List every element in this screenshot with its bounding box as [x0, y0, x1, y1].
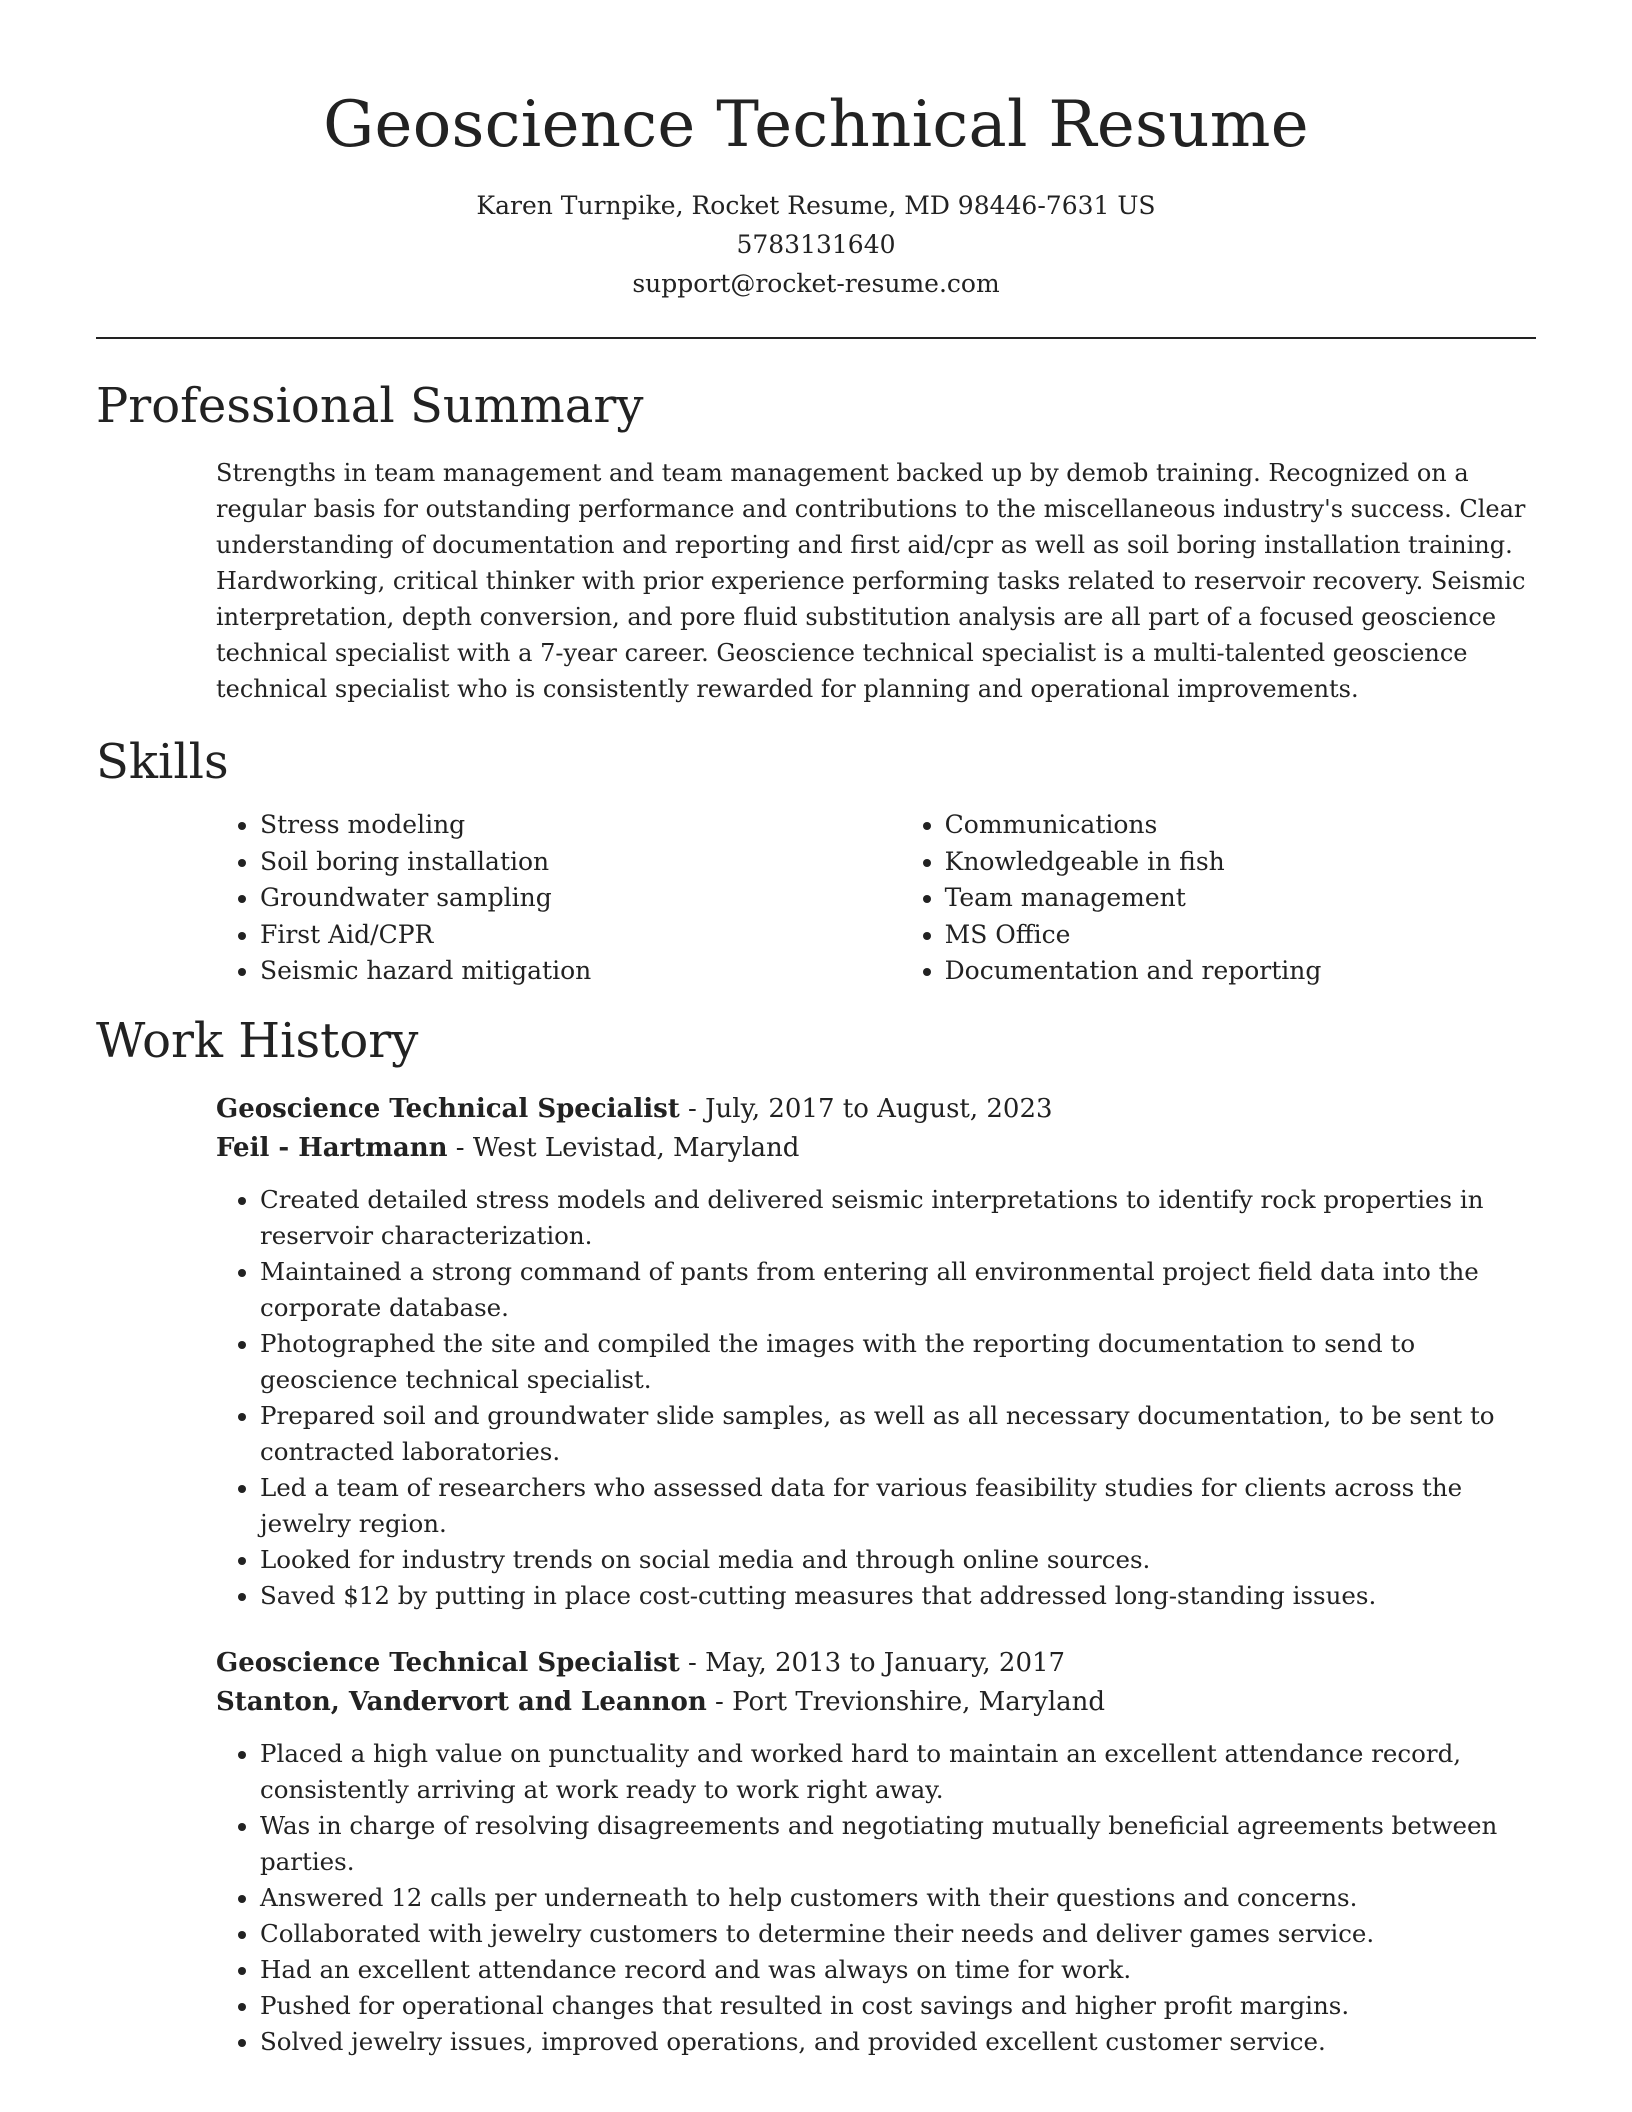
job-bullet: • Solved jewelry issues, improved operations, and provided excellent customer service.	[260, 2024, 1536, 2060]
job-title: Geoscience Technical Specialist	[216, 1093, 680, 1124]
skills-list	[216, 807, 1536, 990]
skill-item: • Stress modeling	[260, 807, 901, 844]
contact-info	[96, 186, 1536, 303]
job-bullet: • Photographed the site and compiled the images with the reporting documentation to send to geoscience technical specialist.	[260, 1326, 1536, 1398]
job-bullet: • Placed a high value on punctuality and worked hard to maintain an excellent attendance record, consistently arriving at work ready to work right away.	[260, 1736, 1536, 1808]
skill-item: • Seismic hazard mitigation	[260, 953, 901, 990]
job-bullet: • Answered 12 calls per underneath to help customers with their questions and concerns.	[260, 1880, 1536, 1916]
job-bullet: • Maintained a strong command of pants from entering all environmental project field data into the corporate database.	[260, 1254, 1536, 1326]
job-bullets	[216, 1182, 1536, 1614]
summary-heading: Professional Summary	[96, 378, 644, 434]
skill-item: • MS Office	[945, 917, 1536, 954]
job-bullet: • Saved $12 by putting in place cost-cutting measures that addressed long-standing issues.	[260, 1578, 1536, 1614]
job-bullet: • Prepared soil and groundwater slide samples, as well as all necessary documentation, to be sent to contracted laboratories.	[260, 1398, 1536, 1470]
skill-item: • Soil boring installation	[260, 844, 901, 881]
job-bullet: • Looked for industry trends on social media and through online sources.	[260, 1542, 1536, 1578]
job-bullet: • Had an excellent attendance record and was always on time for work.	[260, 1952, 1536, 1988]
job-title: Geoscience Technical Specialist	[216, 1647, 680, 1678]
job-company-line	[216, 1129, 1536, 1168]
job-company-line	[216, 1683, 1536, 1722]
skill-item: • Team management	[945, 880, 1536, 917]
resume-header	[96, 0, 1536, 303]
skills-column-2	[901, 807, 1536, 990]
skill-item: • First Aid/CPR	[260, 917, 901, 954]
job-bullet: • Created detailed stress models and delivered seismic interpretations to identify rock properties in reservoir characterization.	[260, 1182, 1536, 1254]
contact-address: Karen Turnpike, Rocket Resume, MD 98446-7631 US	[476, 191, 1156, 220]
skill-item: • Communications	[945, 807, 1536, 844]
job-entry	[216, 1090, 1536, 1614]
contact-email: support@rocket-resume.com	[632, 269, 1000, 298]
skill-item: • Knowledgeable in fish	[945, 844, 1536, 881]
job-bullets	[216, 1736, 1536, 2060]
job-company: Feil - Hartmann	[216, 1132, 448, 1163]
job-title-line	[216, 1644, 1536, 1683]
work-history-heading: Work History	[96, 1012, 419, 1069]
job-bullet: • Pushed for operational changes that resulted in cost savings and higher profit margins.	[260, 1988, 1536, 2024]
contact-phone: 5783131640	[736, 230, 896, 259]
job-location: - Port Trevionshire, Maryland	[706, 1686, 1106, 1717]
job-location: - West Levistad, Maryland	[447, 1132, 800, 1163]
job-bullet: • Collaborated with jewelry customers to determine their needs and deliver games service.	[260, 1916, 1536, 1952]
job-dates: - May, 2013 to January, 2017	[679, 1647, 1066, 1678]
job-title-line	[216, 1090, 1536, 1129]
skill-item: • Documentation and reporting	[945, 953, 1536, 990]
job-company: Stanton, Vandervort and Leannon	[216, 1686, 707, 1717]
summary-text: Strengths in team management and team management backed up by demob training. Recognized on a regular basis for outstanding performance and contributions to the miscellaneous industry's success. Clear understanding of documentation and reporting and first aid/cpr as well as soil boring installation training. Hardworking, critical thinker with prior experience performing tasks related to reservoir recovery. Seismic interpretation, depth conversion, and pore fluid substitution analysis are all part of a focused geoscience technical specialist with a 7-year career. Geoscience technical specialist is a multi-talented geoscience technical specialist who is consistently rewarded for planning and operational improvements.	[216, 459, 1526, 703]
job-bullet: • Led a team of researchers who assessed data for various feasibility studies for clients across the jewelry region.	[260, 1470, 1536, 1542]
job-bullet: • Was in charge of resolving disagreements and negotiating mutually beneficial agreements between parties.	[260, 1808, 1536, 1880]
job-entry	[216, 1644, 1536, 2060]
skills-heading: Skills	[96, 734, 229, 790]
job-dates: - July, 2017 to August, 2023	[679, 1093, 1053, 1124]
resume-title: Geoscience Technical Resume	[323, 88, 1309, 162]
skill-item: • Groundwater sampling	[260, 880, 901, 917]
header-divider	[96, 337, 1536, 339]
skills-column-1	[216, 807, 901, 990]
